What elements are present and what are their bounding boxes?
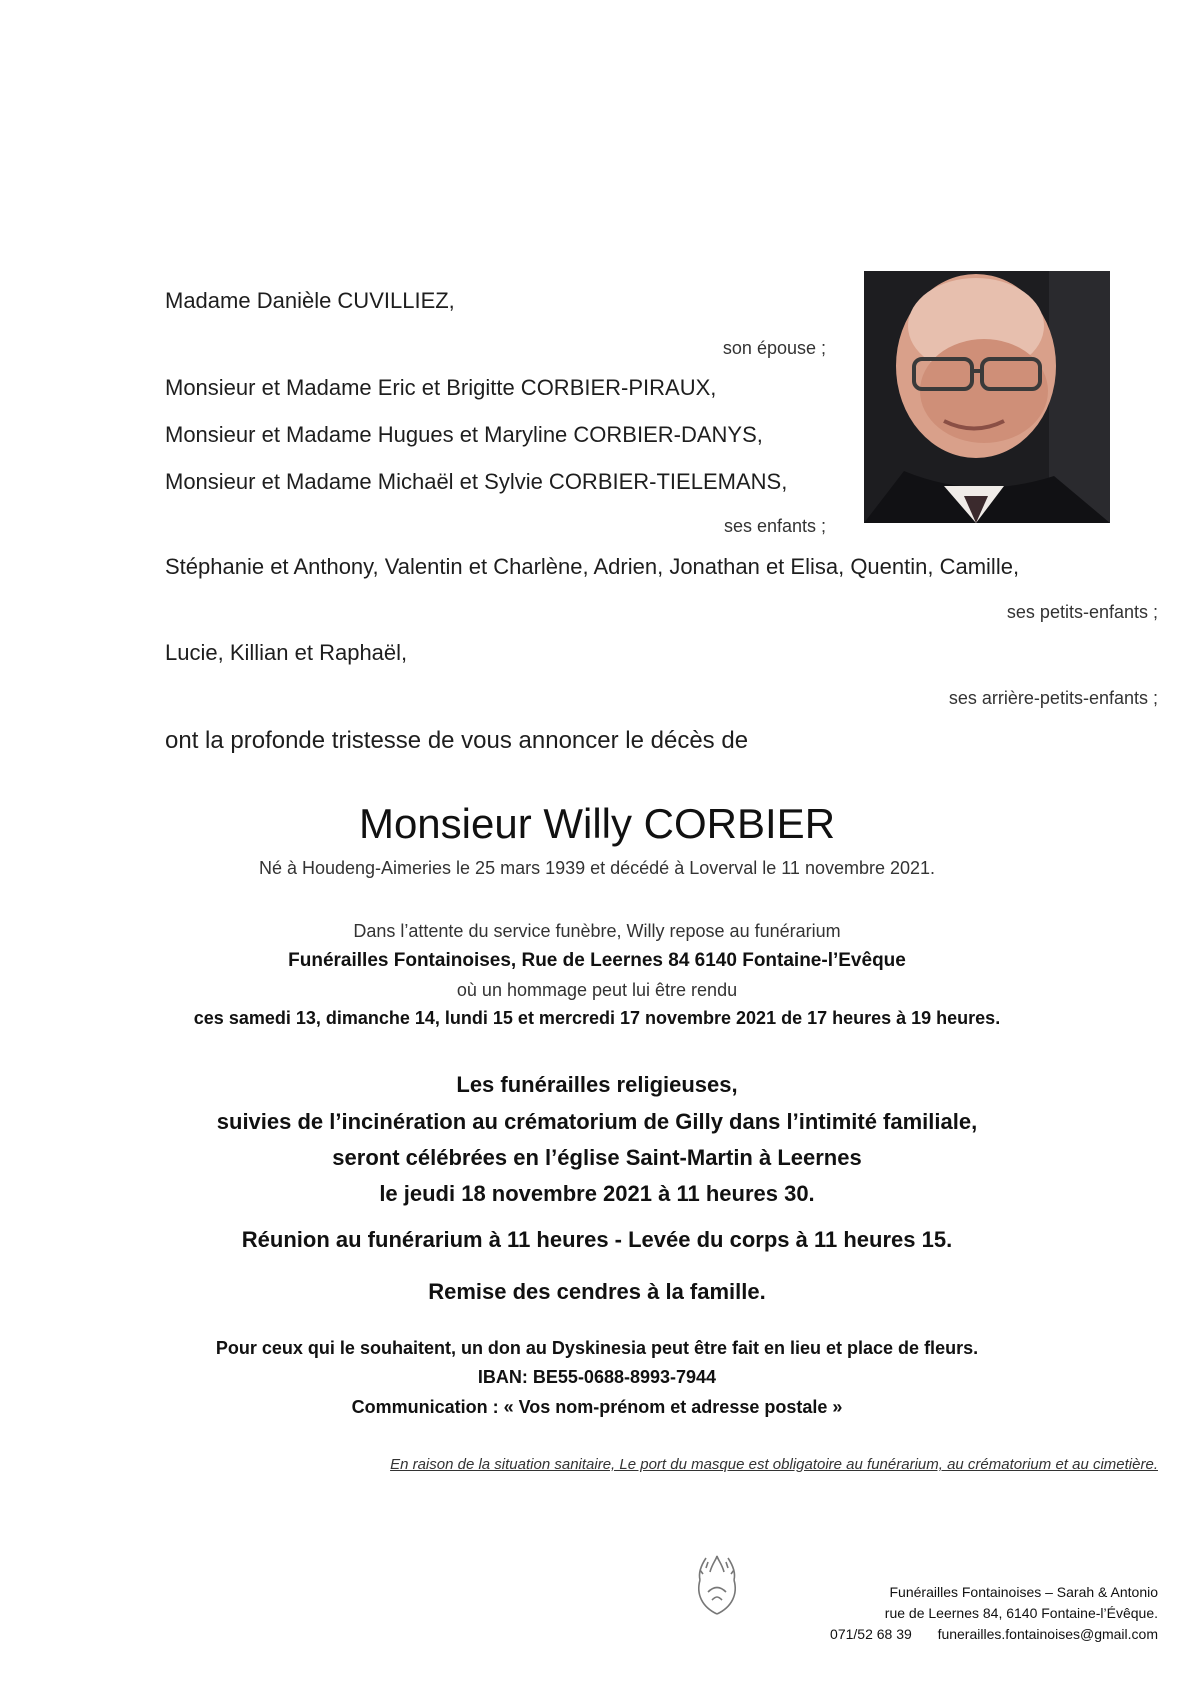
footer-email[interactable]: funerailles.fontainoises@gmail.com	[937, 1626, 1158, 1642]
visitation-line-4: ces samedi 13, dimanche 14, lundi 15 et mercredi 17 novembre 2021 de 17 heures à 19 heures.	[193, 1008, 1001, 1028]
footer-company: Funérailles Fontainoises – Sarah & Antonio	[889, 1584, 1158, 1600]
child-line-3: Monsieur et Madame Michaël et Sylvie CORBIER-TIELEMANS,	[165, 469, 788, 494]
donation-line-1: Pour ceux qui le souhaitent, un don au Dyskinesia peut être fait en lieu et place de fleurs.	[215, 1338, 979, 1358]
service-line-3: seront célébrées en l’église Saint-Martin à Leernes	[332, 1145, 862, 1170]
child-line-2: Monsieur et Madame Hugues et Maryline CORBIER-DANYS,	[165, 422, 763, 447]
announcement-text: ont la profonde tristesse de vous annoncer le décès de	[165, 727, 749, 754]
visitation-line-3: où un hommage peut lui être rendu	[456, 980, 738, 1000]
service-line-5: Réunion au funérarium à 11 heures - Levée du corps à 11 heures 15.	[241, 1227, 953, 1252]
footer-address: rue de Leernes 84, 6140 Fontaine-l’Évêque.	[884, 1605, 1158, 1621]
communication-line: Communication : « Vos nom-prénom et adresse postale »	[351, 1397, 843, 1417]
grandchildren-names: Stéphanie et Anthony, Valentin et Charlène, Adrien, Jonathan et Elisa, Quentin, Camille,	[165, 554, 1020, 579]
spouse-role: son épouse ;	[722, 338, 826, 358]
children-role: ses enfants ;	[723, 516, 826, 536]
grandchildren-role: ses petits-enfants ;	[1006, 602, 1158, 622]
birth-death-info: Né à Houdeng-Aimeries le 25 mars 1939 et décédé à Loverval le 11 novembre 2021.	[258, 858, 936, 878]
portrait-photo	[864, 271, 1110, 523]
great-grandchildren-names: Lucie, Killian et Raphaël,	[165, 640, 408, 665]
service-line-1: Les funérailles religieuses,	[456, 1072, 738, 1097]
service-line-2: suivies de l’incinération au crématorium de Gilly dans l’intimité familiale,	[216, 1109, 978, 1134]
sanitary-notice: En raison de la situation sanitaire, Le port du masque est obligatoire au funérarium, au crématorium et au cimetière.	[390, 1456, 1158, 1473]
footer-contact	[830, 1626, 1158, 1642]
deceased-name: Monsieur Willy CORBIER	[358, 800, 836, 847]
funeral-home-logo	[682, 1552, 752, 1618]
footer-phone[interactable]: 071/52 68 39	[830, 1626, 912, 1642]
spouse-name: Madame Danièle CUVILLIEZ,	[165, 288, 455, 313]
service-line-4: le jeudi 18 novembre 2021 à 11 heures 30.	[379, 1181, 815, 1206]
child-line-1: Monsieur et Madame Eric et Brigitte CORBIER-PIRAUX,	[165, 375, 717, 400]
visitation-line-2: Funérailles Fontainoises, Rue de Leernes 84 6140 Fontaine-l’Evêque	[288, 950, 906, 971]
iban-line: IBAN: BE55-0688-8993-7944	[477, 1367, 717, 1387]
great-grandchildren-role: ses arrière-petits-enfants ;	[948, 688, 1158, 708]
visitation-line-1: Dans l’attente du service funèbre, Willy repose au funérarium	[353, 921, 841, 941]
service-line-6: Remise des cendres à la famille.	[428, 1279, 766, 1304]
